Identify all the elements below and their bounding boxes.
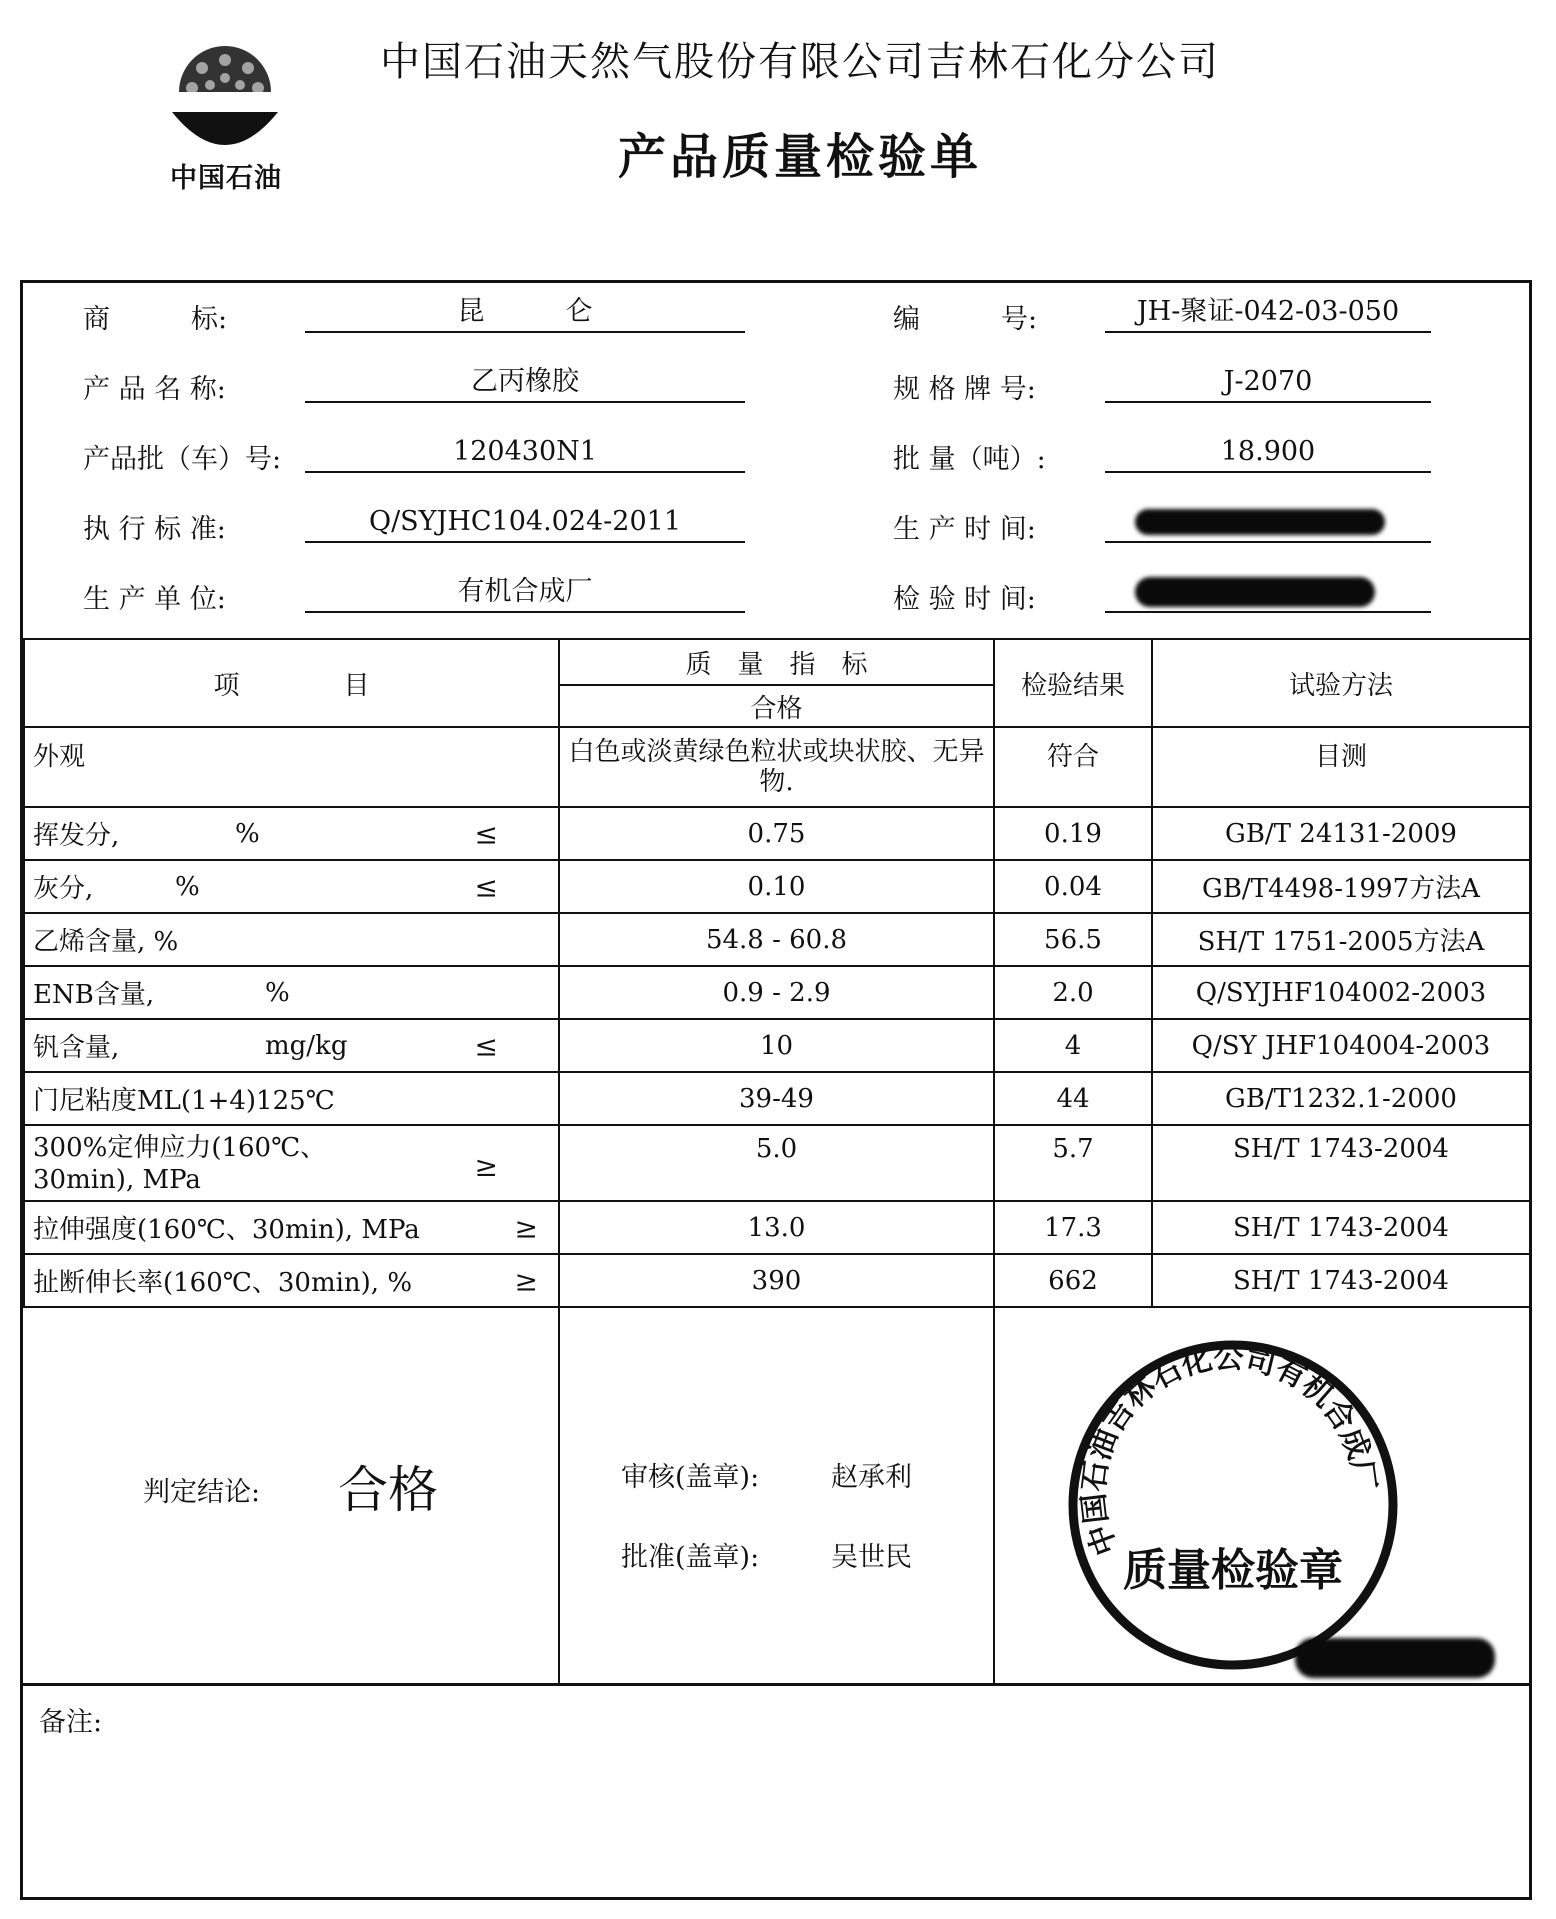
result-cell: 662 [994, 1254, 1152, 1307]
batch-no-value: 120430N1 [305, 433, 745, 473]
table-row [24, 1019, 1530, 1072]
spec-cell: 白色或淡黄绿色粒状或块状胶、无异物. [559, 727, 994, 807]
spec-cell: 0.75 [559, 807, 994, 860]
product-name-value: 乙丙橡胶 [305, 363, 745, 403]
inspection-form [20, 280, 1532, 1900]
result-cell: 5.7 [994, 1125, 1152, 1201]
production-time-label: 生 产 时 间: [893, 514, 1036, 545]
item-name: 拉伸强度(160℃、30min), MPa [33, 1215, 420, 1245]
item-comparator: ≥ [474, 1150, 498, 1183]
production-time-value [1105, 503, 1431, 543]
notes-label: 备注: [39, 1707, 103, 1738]
divider [558, 1285, 560, 1683]
stamp-outer-text: 中国石油吉林石化公司有机合成厂 [1076, 1340, 1382, 1560]
serial-no-label: 编 号: [893, 304, 1038, 335]
item-name: 灰分, [33, 874, 94, 904]
item-cell [24, 1019, 559, 1072]
method-cell: SH/T 1743-2004 [1152, 1254, 1530, 1307]
method-cell: SH/T 1743-2004 [1152, 1125, 1530, 1201]
redaction-mark [1135, 509, 1385, 535]
table-row [24, 1072, 1530, 1125]
item-name: ENB含量, [33, 980, 155, 1010]
batch-qty-value: 18.900 [1105, 433, 1431, 473]
item-cell [24, 807, 559, 860]
result-cell: 4 [994, 1019, 1152, 1072]
method-cell: Q/SY JHF104004-2003 [1152, 1019, 1530, 1072]
table-row [24, 966, 1530, 1019]
item-comparator: ≤ [474, 870, 498, 903]
item-cell [24, 913, 559, 966]
item-name: 钒含量, [33, 1033, 120, 1063]
item-name: 外观 [33, 742, 86, 772]
producer-value: 有机合成厂 [305, 573, 745, 613]
reviewer-name: 赵承利 [831, 1462, 912, 1493]
spec-cell: 0.9 - 2.9 [559, 966, 994, 1019]
standard-label: 执 行 标 准: [83, 514, 226, 545]
standard-value: Q/SYJHC104.024-2011 [305, 503, 745, 543]
table-row [24, 860, 1530, 913]
serial-no-value: JH-聚证-042-03-050 [1105, 293, 1431, 333]
item-name: 门尼粘度ML(1+4)125℃ [33, 1086, 335, 1116]
item-cell [24, 1125, 559, 1201]
item-cell [24, 727, 559, 807]
result-cell: 44 [994, 1072, 1152, 1125]
product-info [23, 283, 1529, 638]
spec-cell: 5.0 [559, 1125, 994, 1201]
method-cell: GB/T 24131-2009 [1152, 807, 1530, 860]
item-unit: % [175, 871, 200, 902]
item-name: 300%定伸应力(160℃、30min), MPa [33, 1133, 327, 1195]
conclusion-section [23, 1285, 1529, 1683]
header-grade: 合格 [559, 685, 994, 727]
divider [993, 1285, 995, 1683]
table-row [24, 913, 1530, 966]
header-item: 项 目 [24, 639, 559, 727]
table-row [24, 727, 1530, 807]
company-name: 中国石油天然气股份有限公司吉林石化分公司 [380, 39, 1220, 85]
producer-label: 生 产 单 位: [83, 584, 226, 615]
svg-text:中国石油吉林石化公司有机合成厂 [1076, 1341, 1381, 1560]
result-cell: 0.04 [994, 860, 1152, 913]
item-cell [24, 860, 559, 913]
inspection-time-value [1105, 573, 1431, 613]
result-cell: 符合 [994, 727, 1152, 807]
item-comparator: ≤ [474, 1029, 498, 1062]
method-cell: Q/SYJHF104002-2003 [1152, 966, 1530, 1019]
reviewer-label: 审核(盖章): [621, 1462, 760, 1493]
quality-table [23, 638, 1531, 1308]
conclusion-label: 判定结论: [143, 1477, 261, 1508]
spec-cell: 390 [559, 1254, 994, 1307]
table-row [24, 1125, 1530, 1201]
item-cell [24, 1072, 559, 1125]
approver-name: 吴世民 [831, 1542, 912, 1573]
redaction-mark [1295, 1638, 1495, 1678]
result-cell: 56.5 [994, 913, 1152, 966]
trademark-label: 商 标: [83, 304, 228, 335]
product-name-label: 产 品 名 称: [83, 374, 226, 405]
item-comparator: ≥ [514, 1264, 538, 1297]
table-row [24, 1201, 1530, 1254]
item-unit: mg/kg [265, 1030, 348, 1061]
spec-cell: 10 [559, 1019, 994, 1072]
logo-text: 中国石油 [170, 163, 282, 194]
stamp-inner-text: 质量检验章 [1123, 1545, 1343, 1596]
item-unit: % [235, 818, 260, 849]
quality-inspection-seal-icon [1063, 1335, 1403, 1675]
result-cell: 0.19 [994, 807, 1152, 860]
method-cell: GB/T4498-1997方法A [1152, 860, 1530, 913]
header-method: 试验方法 [1152, 639, 1530, 727]
inspection-time-label: 检 验 时 间: [893, 584, 1036, 615]
result-cell: 17.3 [994, 1201, 1152, 1254]
document-title: 产品质量检验单 [617, 129, 982, 185]
result-cell: 2.0 [994, 966, 1152, 1019]
table-row [24, 807, 1530, 860]
item-name: 乙烯含量, % [33, 927, 179, 957]
trademark-value: 昆 仑 [305, 293, 745, 333]
method-cell: SH/T 1743-2004 [1152, 1201, 1530, 1254]
item-comparator: ≤ [474, 817, 498, 850]
quality-table-wrap [23, 638, 1529, 1308]
item-cell [24, 966, 559, 1019]
spec-grade-value: J-2070 [1105, 363, 1431, 403]
item-name: 挥发分, [33, 821, 120, 851]
spec-grade-label: 规 格 牌 号: [893, 374, 1036, 405]
item-comparator: ≥ [514, 1211, 538, 1244]
batch-qty-label: 批 量（吨）: [893, 444, 1046, 475]
item-unit: % [265, 977, 290, 1008]
header-result: 检验结果 [994, 639, 1152, 727]
spec-cell: 0.10 [559, 860, 994, 913]
approver-label: 批准(盖章): [621, 1542, 760, 1573]
spec-cell: 39-49 [559, 1072, 994, 1125]
item-name: 扯断伸长率(160℃、30min), % [33, 1268, 413, 1298]
method-cell: GB/T1232.1-2000 [1152, 1072, 1530, 1125]
batch-no-label: 产品批（车）号: [83, 444, 282, 475]
method-cell: SH/T 1751-2005方法A [1152, 913, 1530, 966]
header-quality-index: 质 量 指 标 [559, 639, 994, 685]
spec-cell: 54.8 - 60.8 [559, 913, 994, 966]
item-cell [24, 1201, 559, 1254]
redaction-mark [1135, 577, 1375, 607]
notes-section [23, 1683, 1529, 1900]
conclusion-value: 合格 [338, 1461, 438, 1519]
spec-cell: 13.0 [559, 1201, 994, 1254]
method-cell: 目测 [1152, 727, 1530, 807]
